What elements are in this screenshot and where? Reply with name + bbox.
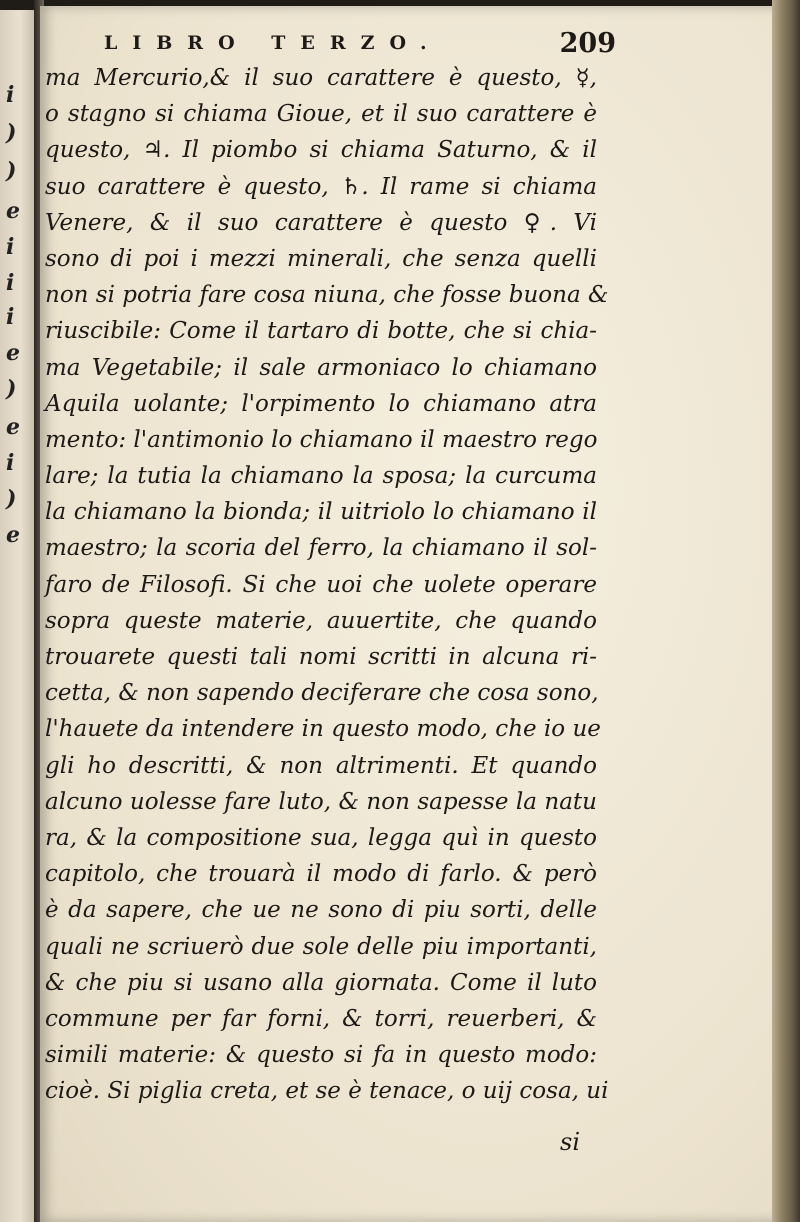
text-line: la chiamano la bionda; il uitriolo lo chiamano il [45,499,597,526]
margin-glyph: ) [6,158,17,184]
text-line: Venere, & il suo carattere è questo ♀. Vi [45,209,597,236]
text-line: lare; la tutia la chiamano la sposa; la curcuma [45,463,597,490]
margin-glyph: i [6,234,15,260]
text-line: cioè. Si piglia creta, et se è tenace, o uij cosa, ui [45,1078,609,1105]
body-text [45,60,609,1109]
margin-glyph: i [6,270,15,296]
text-line: cetta, & non sapendo deciferare che cosa sono, [45,680,599,707]
margin-glyph: ) [6,486,17,512]
margin-glyph: e [6,522,20,548]
text-line: maestro; la scoria del ferro, la chiamano il sol- [45,535,597,562]
text-line: quali ne scriuerò due sole delle piu importanti, [45,933,597,960]
text-line: questo, ♃. Il piombo si chiama Saturno, & il [45,137,597,164]
text-line: sono di poi i mezzi minerali, che senza quelli [45,245,597,272]
text-line: ra, & la compositione sua, legga quì in questo [45,824,597,851]
margin-glyph: e [6,340,20,366]
margin-glyph: e [6,414,20,440]
text-line: commune per far forni, & torri, reuerberi, & [45,1005,597,1032]
text-line: è da sapere, che ue ne sono di piu sorti, delle [45,897,597,924]
previous-page-edge [0,10,34,1222]
text-line: sopra queste materie, auuertite, che quando [45,607,597,634]
text-line: Aquila uolante; l'orpimento lo chiamano atra [45,390,597,417]
text-line: mento: l'antimonio lo chiamano il maestro rego [45,426,598,453]
text-line: o stagno si chiama Gioue, et il suo carattere è [45,101,597,128]
text-line: ma Vegetabile; il sale armoniaco lo chiamano [45,354,597,381]
text-line: non si potria fare cosa niuna, che fosse buona & [45,282,609,309]
running-head-title: LIBRO TERZO. [104,32,442,54]
margin-glyph: ) [6,120,17,146]
text-line: & che piu si usano alla giornata. Come il luto [45,969,597,996]
text-line: gli ho descritti, & non altrimenti. Et quando [45,752,597,779]
margin-glyph: e [6,198,20,224]
margin-glyph: ) [6,376,17,402]
text-line: l'hauete da intendere in questo modo, che io ue [45,716,601,743]
text-line: trouarete questi tali nomi scritti in alcuna ri- [45,644,597,670]
running-head [96,30,616,62]
text-line: capitolo, che trouarà il modo di farlo. & però [45,861,597,888]
margin-glyph: i [6,82,15,108]
text-line: simili materie: & questo si fa in questo modo: [45,1042,597,1069]
folio-number: 209 [559,28,616,59]
margin-glyph: i [6,304,15,330]
text-line: alcuno uolesse fare luto, & non sapesse la natu [45,788,597,815]
text-line: ma Mercurio,& il suo carattere è questo, ☿, [45,65,597,91]
text-line: suo carattere è questo, ♄. Il rame si chiama [45,173,597,200]
page-fore-edge [772,0,800,1222]
text-line: faro de Filosofi. Si che uoi che uolete operare [45,571,597,598]
margin-glyph: i [6,450,15,476]
catchword: si [560,1128,580,1156]
text-line: riuscibile: Come il tartaro di botte, che si chia- [45,318,597,345]
